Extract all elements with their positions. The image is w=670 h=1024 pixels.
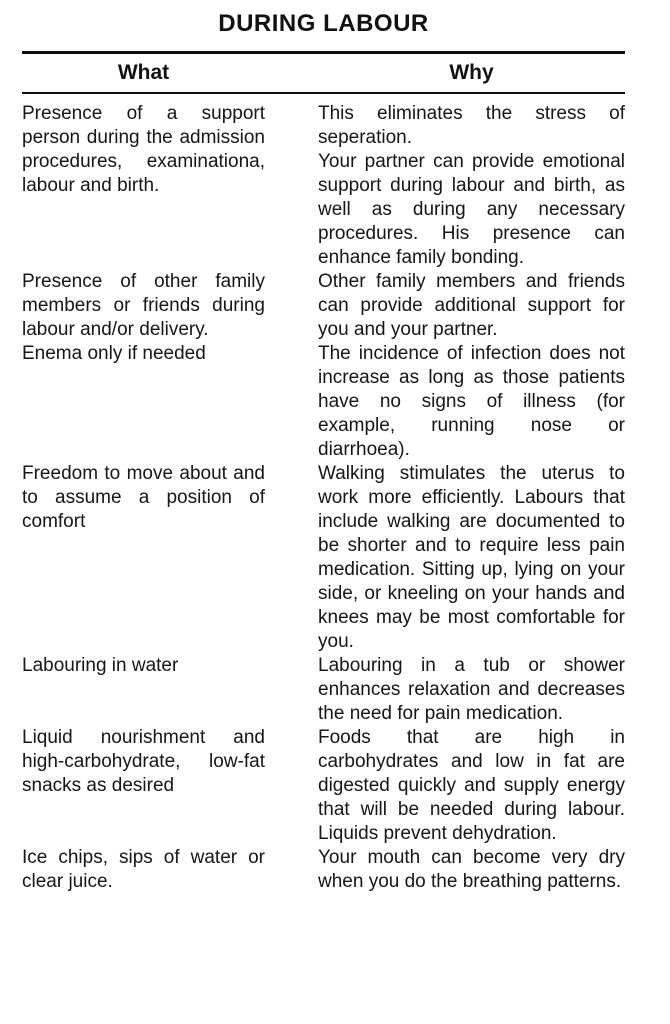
table-row	[22, 654, 625, 726]
table-row	[22, 462, 625, 654]
why-paragraph: Your partner can provide emotional support during labour and birth, as well as during any necessary procedures. His presence can enhance family bonding.	[318, 151, 625, 268]
what-cell	[22, 726, 265, 846]
column-header-why: Why	[449, 60, 494, 84]
what-paragraph: Enema only if needed	[22, 343, 206, 364]
why-cell	[318, 462, 625, 654]
what-paragraph: Ice chips, sips of water or clear juice.	[22, 847, 265, 892]
what-paragraph: Presence of other family members or friends during labour and/or delivery.	[22, 271, 265, 340]
why-cell	[318, 102, 625, 270]
what-paragraph: Freedom to move about and to assume a position of comfort	[22, 463, 265, 532]
page-title: DURING LABOUR	[218, 10, 429, 37]
table-row	[22, 342, 625, 462]
table-header-row	[22, 54, 625, 92]
column-header-what: What	[117, 60, 170, 84]
why-cell	[318, 654, 625, 726]
what-cell	[22, 342, 265, 462]
what-cell	[22, 270, 265, 342]
why-paragraph: Your mouth can become very dry when you do the breathing patterns.	[318, 847, 625, 892]
table-row	[22, 726, 625, 846]
what-cell	[22, 462, 265, 654]
table-body	[22, 94, 625, 894]
table-row	[22, 270, 625, 342]
what-paragraph: Presence of a support person during the admission procedures, examinationa, labour and birth.	[22, 103, 265, 196]
why-paragraph: Labouring in a tub or shower enhances relaxation and decreases the need for pain medication.	[318, 655, 625, 724]
why-cell	[318, 270, 625, 342]
what-cell	[22, 846, 265, 894]
what-cell	[22, 654, 265, 726]
what-paragraph: Liquid nourishment and high-carbohydrate, low-fat snacks as desired	[22, 727, 265, 796]
why-cell	[318, 726, 625, 846]
why-cell	[318, 846, 625, 894]
table-row	[22, 102, 625, 270]
why-paragraph: This eliminates the stress of seperation.	[318, 103, 625, 148]
why-paragraph: Other family members and friends can provide additional support for you and your partner.	[318, 271, 625, 340]
why-paragraph: Walking stimulates the uterus to work more efficiently. Labours that include walking are documented to be shorter and to require less pain medication. Sitting up, lying on your side, or kneeling on your hands and knees may be most comfortable for you.	[318, 463, 625, 652]
table-row	[22, 846, 625, 894]
what-cell	[22, 102, 265, 270]
why-paragraph: The incidence of infection does not increase as long as those patients have no signs of illness (for example, running nose or diarrhoea).	[318, 343, 625, 460]
why-cell	[318, 342, 625, 462]
what-paragraph: Labouring in water	[22, 655, 179, 676]
why-paragraph: Foods that are high in carbohydrates and low in fat are digested quickly and supply energy that will be needed during labour. Liquids prevent dehydration.	[318, 727, 625, 844]
